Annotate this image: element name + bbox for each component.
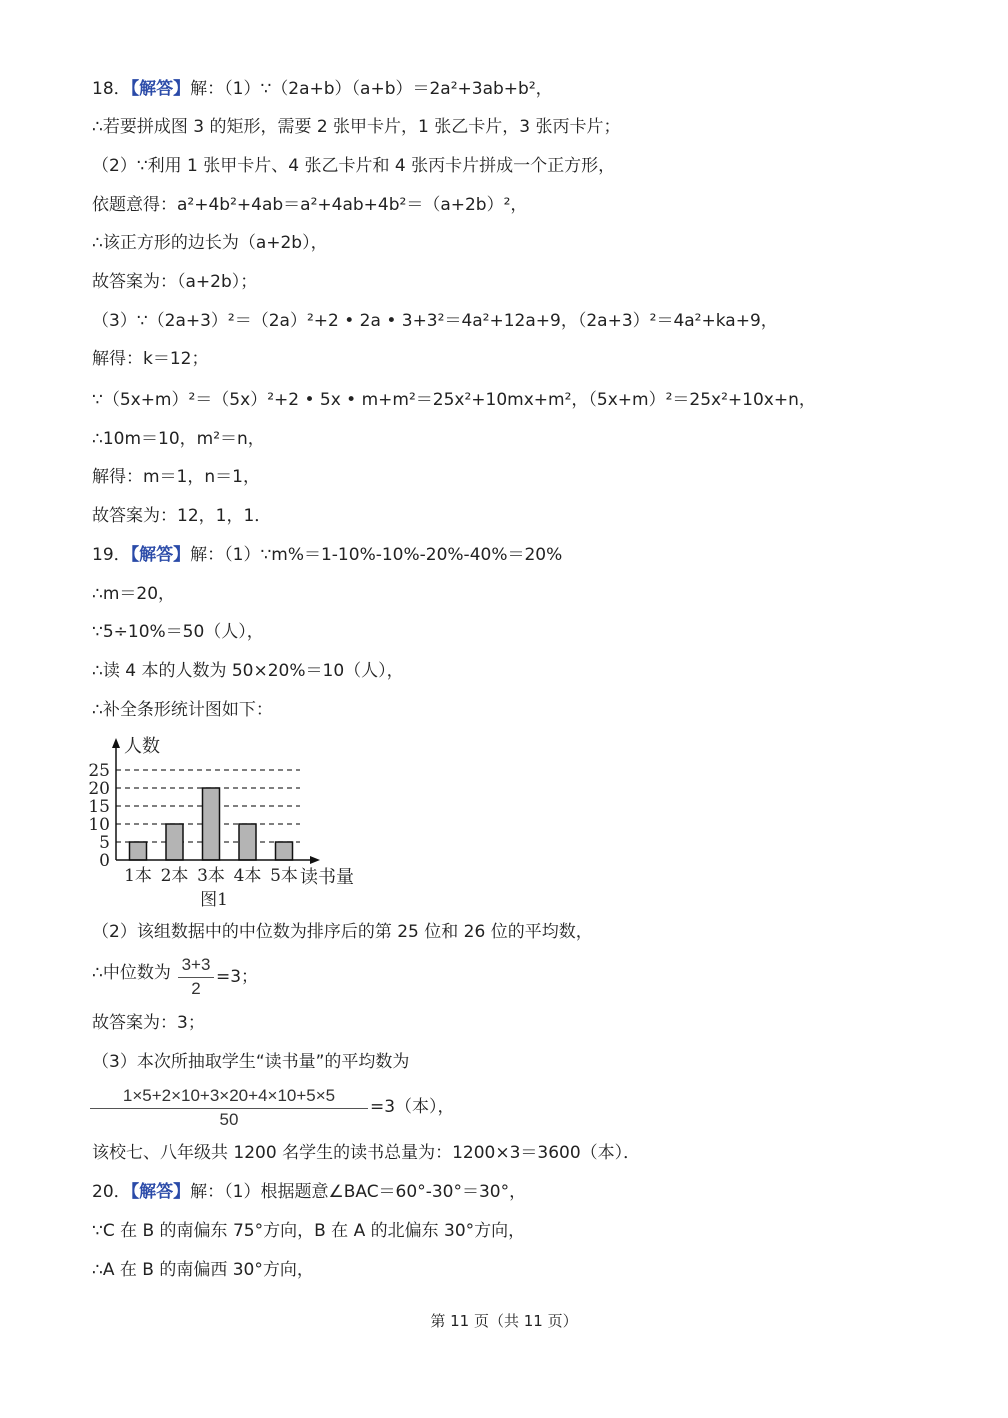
y-tick-label: 10 xyxy=(88,815,110,835)
answer-18-line-11: 解得：m＝1，n＝1， xyxy=(92,467,260,487)
answer-19-line-5: ∴补全条形统计图如下： xyxy=(92,700,273,720)
answer-18-line-8: 解得：k＝12； xyxy=(92,349,209,369)
answer-tag: 【解答】 xyxy=(130,545,191,565)
y-tick-label: 20 xyxy=(88,779,110,799)
answer-18-line-2: ∴若要拼成图 3 的矩形，需要 2 张甲卡片，1 张乙卡片，3 张丙卡片； xyxy=(92,117,621,137)
bar xyxy=(130,842,147,860)
x-axis-arrow xyxy=(310,856,320,864)
answer-18-line-7: （3）∵（2a+3）²＝（2a）²+2 • 2a • 3+3²＝4a²+12a+9，（2a+3）²＝4a²+ka+9， xyxy=(92,311,778,331)
answer-tag: 【解答】 xyxy=(130,79,191,99)
answer-tag: 【解答】 xyxy=(130,1182,191,1202)
line-text: 解：（1）∵m%＝1-10%-10%-20%-40%＝20% xyxy=(190,545,563,565)
question-number: 20． xyxy=(92,1182,131,1202)
answer-18-line-5: ∴该正方形的边长为（a+2b）， xyxy=(92,233,328,253)
fraction-bar xyxy=(90,1108,368,1109)
answer-18-line-1 xyxy=(92,78,553,100)
answer-19-line-9: （3）本次所抽取学生“读书量”的平均数为 xyxy=(92,1052,410,1072)
line-text: 解：（1）根据题意∠BAC＝60°-30°＝30°， xyxy=(190,1182,527,1202)
fraction-numerator: 3+3 xyxy=(181,955,211,974)
line-text: ∴中位数为 xyxy=(92,963,171,983)
answer-18-line-10: ∴10m＝10，m²＝n， xyxy=(92,429,265,449)
median-fraction xyxy=(178,955,214,1001)
answer-18-line-12: 故答案为：12，1，1． xyxy=(92,506,272,526)
fraction-denominator: 50 xyxy=(219,1110,239,1129)
answer-19-line-10: 该校七、八年级共 1200 名学生的读书总量为：1200×3＝3600（本）． xyxy=(92,1143,641,1163)
y-tick-label: 5 xyxy=(99,833,110,853)
median-result: =3； xyxy=(216,967,259,987)
line-text: 解：（1）∵（2a+b）（a+b）＝2a²+3ab+b²， xyxy=(190,79,553,99)
bar xyxy=(276,842,293,860)
x-tick-label: 1本 xyxy=(124,866,152,886)
x-tick-label: 2本 xyxy=(160,866,189,886)
fraction-numerator: 1×5+2×10+3×20+4×10+5×5 xyxy=(122,1086,336,1105)
answer-19-line-4: ∴读 4 本的人数为 50×20%＝10（人）， xyxy=(92,661,404,681)
answer-19-line-3: ∵5÷10%＝50（人）， xyxy=(92,622,264,642)
mean-result: =3（本）， xyxy=(370,1097,455,1117)
answer-18-line-9: ∵（5x+m）²＝（5x）²+2 • 5x • m+m²＝25x²+10mx+m²，（5x+m）²＝25x²+10x+n， xyxy=(92,390,816,410)
x-tick-label: 5本 xyxy=(270,866,298,886)
answer-19-median-line xyxy=(92,962,171,984)
answer-19-line-2: ∴m＝20， xyxy=(92,584,176,604)
question-number: 19． xyxy=(92,545,131,565)
bar xyxy=(166,824,183,860)
chart-caption: 图1 xyxy=(200,890,228,910)
y-tick-label: 15 xyxy=(88,797,110,817)
answer-20-line-2: ∵C 在 B 的南偏东 75°方向，B 在 A 的北偏东 30°方向， xyxy=(92,1221,526,1241)
fraction-bar xyxy=(178,977,214,978)
question-number: 18． xyxy=(92,79,131,99)
page-footer: 第 11 页（共 11 页） xyxy=(430,1312,578,1330)
y-axis-arrow xyxy=(112,738,120,748)
y-axis-label: 人数 xyxy=(124,736,160,757)
answer-19-line-8: 故答案为：3； xyxy=(92,1013,205,1033)
bar xyxy=(203,788,220,860)
answer-18-line-4: 依题意得：a²+4b²+4ab＝a²+4ab+4b²＝（a+2b）²， xyxy=(92,195,528,215)
answer-18-line-6: 故答案为：（a+2b）； xyxy=(92,272,258,292)
x-tick-label: 3本 xyxy=(197,866,225,886)
y-tick-label: 25 xyxy=(88,761,110,781)
x-tick-label: 4本 xyxy=(233,866,262,886)
fraction-denominator: 2 xyxy=(191,979,201,998)
x-axis-label: 读书量 xyxy=(300,867,354,888)
answer-19-line-6: （2）该组数据中的中位数为排序后的第 25 位和 26 位的平均数， xyxy=(92,922,593,942)
answer-20-line-3: ∴A 在 B 的南偏西 30°方向， xyxy=(92,1260,314,1280)
answer-18-line-3: （2）∵利用 1 张甲卡片、4 张乙卡片和 4 张丙卡片拼成一个正方形， xyxy=(92,156,616,176)
bar-chart xyxy=(88,730,368,910)
answer-19-line-1 xyxy=(92,544,562,566)
y-tick-label: 0 xyxy=(99,851,110,871)
bar xyxy=(239,824,256,860)
mean-fraction xyxy=(90,1086,368,1132)
answer-20-line-1 xyxy=(92,1181,526,1203)
